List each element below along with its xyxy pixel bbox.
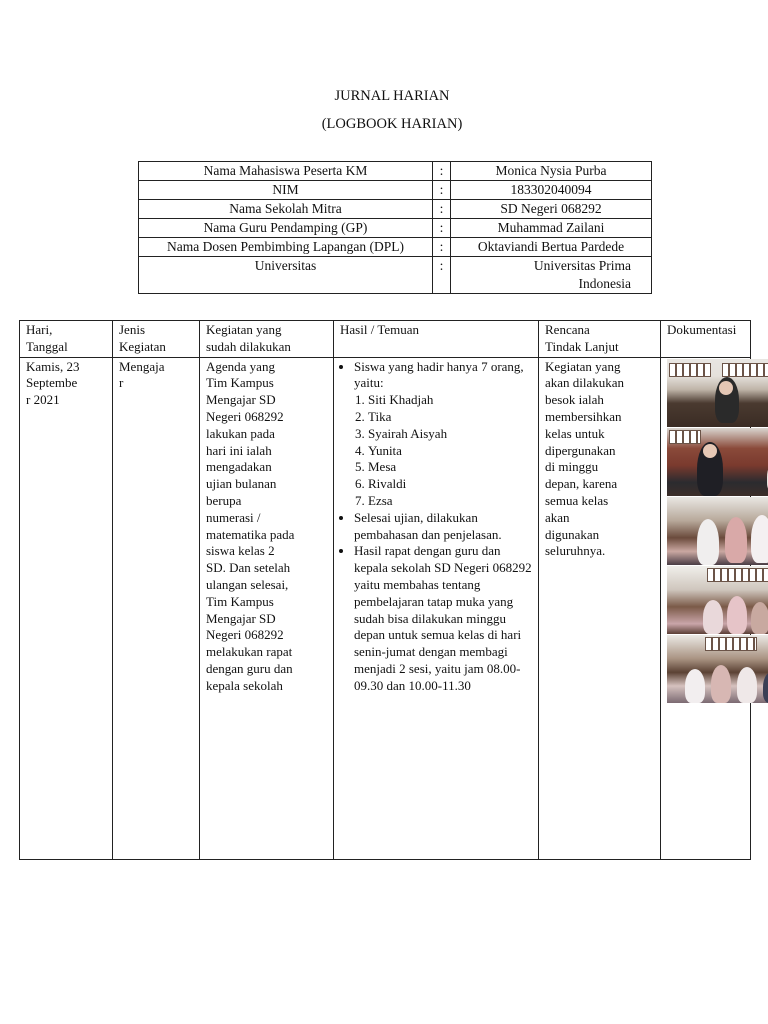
info-label: Nama Dosen Pembimbing Lapangan (DPL) xyxy=(139,238,433,257)
info-row xyxy=(139,200,652,219)
student-item: 1. Siti Khadjah xyxy=(368,392,532,409)
document-subtitle: (LOGBOOK HARIAN) xyxy=(321,116,463,132)
document-title: JURNAL HARIAN xyxy=(334,88,450,104)
entry-follow-up: Kegiatan yang akan dilakukan besok ialah membersihkan kelas untuk dipergunakan di minggu depan, karena semua kelas akan digunakan seluruhnya. xyxy=(539,357,661,859)
findings-bullet: • Selesai ujian, dilakukan pembahasan dan penjelasan. xyxy=(354,510,532,544)
findings-bullet xyxy=(354,359,532,510)
logbook-table xyxy=(19,320,751,860)
entry-activity: Agenda yang Tim Kampus Mengajar SD Negeri 068292 lakukan pada hari ini ialah mengadakan ujian bulanan berupa numerasi / matematika pada siswa kelas 2 SD. Dan setelah ulangan selesai, Tim Kampus Mengajar SD Negeri 068292 melakukan rapat dengan guru dan kepala sekolah xyxy=(200,357,334,859)
info-label: NIM xyxy=(139,181,433,200)
info-row xyxy=(139,219,652,238)
info-value: Monica Nysia Purba xyxy=(451,162,652,181)
info-separator: : xyxy=(433,238,451,257)
logbook-header-row xyxy=(20,321,751,358)
attendance-text: Siswa yang hadir hanya 7 orang, yaitu: xyxy=(354,358,524,391)
entry-type: Mengaja r xyxy=(113,357,200,859)
student-list xyxy=(354,392,532,510)
info-separator: : xyxy=(433,181,451,200)
header-findings: Hasil / Temuan xyxy=(334,321,539,358)
info-label: Nama Mahasiswa Peserta KM xyxy=(139,162,433,181)
header-activity-type: Jenis Kegiatan xyxy=(113,321,200,358)
info-label: Nama Guru Pendamping (GP) xyxy=(139,219,433,238)
info-label: Universitas xyxy=(139,257,433,294)
student-item: 7. Ezsa xyxy=(368,493,532,510)
header-documentation: Dokumentasi xyxy=(661,321,751,358)
info-separator: : xyxy=(433,219,451,238)
info-row xyxy=(139,181,652,200)
classroom-photo xyxy=(667,635,768,703)
student-item: 3. Syairah Aisyah xyxy=(368,426,532,443)
info-value: 183302040094 xyxy=(451,181,652,200)
info-value: Oktaviandi Bertua Pardede xyxy=(451,238,652,257)
header-follow-up: Rencana Tindak Lanjut xyxy=(539,321,661,358)
student-item: 5. Mesa xyxy=(368,459,532,476)
student-item: 4. Yunita xyxy=(368,443,532,460)
entry-date: Kamis, 23 Septembe r 2021 xyxy=(20,357,113,859)
info-value: Universitas Prima Indonesia xyxy=(451,257,652,294)
classroom-photo xyxy=(667,428,768,496)
info-label: Nama Sekolah Mitra xyxy=(139,200,433,219)
header-day-date: Hari, Tanggal xyxy=(20,321,113,358)
student-item: 6. Rivaldi xyxy=(368,476,532,493)
header-activity-done: Kegiatan yang sudah dilakukan xyxy=(200,321,334,358)
info-separator: : xyxy=(433,162,451,181)
classroom-photo xyxy=(667,359,768,427)
info-value: Muhammad Zailani xyxy=(451,219,652,238)
entry-findings xyxy=(334,357,539,859)
findings-bullet: • Hasil rapat dengan guru dan kepala sekolah SD Negeri 068292 yaitu membahas tentang pembelajaran tatap muka yang sudah bisa dilakukan minggu depan untuk semua kelas di hari senin-jumat dengan membagi menjadi 2 sesi, yaitu jam 08.00-09.30 dan 10.00-11.30 xyxy=(354,543,532,694)
info-separator: : xyxy=(433,200,451,219)
info-row xyxy=(139,238,652,257)
classroom-photo xyxy=(667,566,768,634)
student-info-table xyxy=(138,161,652,294)
info-separator: : xyxy=(433,257,451,294)
classroom-photo xyxy=(667,497,768,565)
info-row xyxy=(139,257,652,294)
info-value: SD Negeri 068292 xyxy=(451,200,652,219)
student-item: 2. Tika xyxy=(368,409,532,426)
documentation-photos xyxy=(667,359,744,703)
info-row xyxy=(139,162,652,181)
logbook-entry-row xyxy=(20,357,751,859)
entry-documentation xyxy=(661,357,751,859)
